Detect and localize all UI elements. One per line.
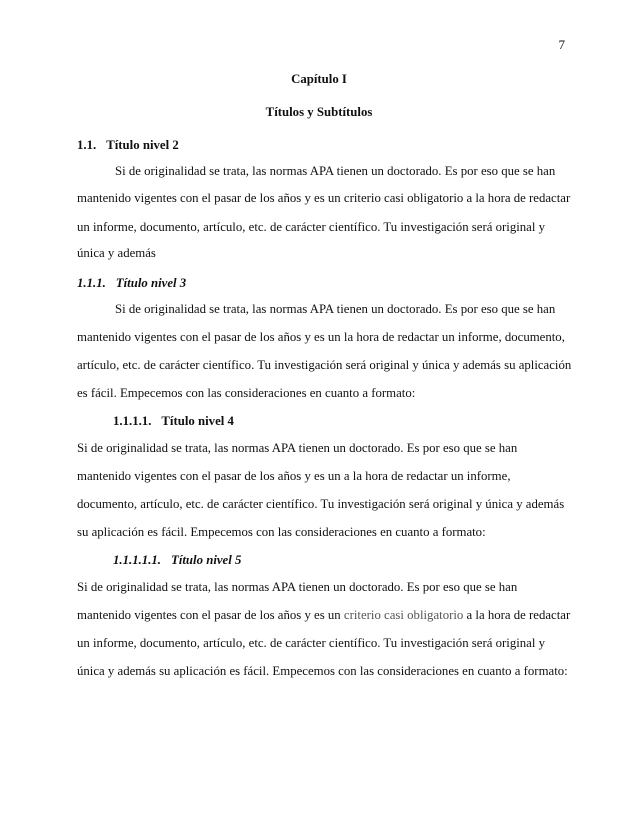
heading-level-4-number: 1.1.1.1. [113,414,152,428]
page-number: 7 [558,37,565,52]
paragraph-line [77,607,570,623]
paragraph-line: única y además su aplicación es fácil. Empecemos con las consideraciones en cuanto a formato: [77,664,568,678]
heading-level-2-title: Título nivel 2 [106,138,179,152]
heading-level-2-number: 1.1. [77,138,97,152]
heading-level-5-title: Título nivel 5 [171,553,242,567]
paragraph-line: su aplicación es fácil. Empecemos con las consideraciones en cuanto a formato: [77,525,486,539]
heading-level-4-title: Título nivel 4 [161,414,234,428]
paragraph-line: única y además [77,246,156,260]
paragraph-text: a la hora de redactar [463,608,571,622]
paragraph-line: es fácil. Empecemos con las consideraciones en cuanto a formato: [77,386,416,400]
highlighted-text: criterio casi obligatorio [343,608,464,622]
paragraph-line: mantenido vigentes con el pasar de los años y es un a la hora de redactar un informe, [77,469,511,483]
heading-level-2 [77,137,179,153]
paragraph-line: mantenido vigentes con el pasar de los años y es un criterio casi obligatorio a la hora de redactar [77,191,571,205]
paragraph-text: mantenido vigentes con el pasar de los años y es un [77,608,344,622]
paragraph-line: Si de originalidad se trata, las normas APA tienen un doctorado. Es por eso que se han [77,580,518,594]
chapter-title: Capítulo I [291,72,347,86]
heading-level-5-number: 1.1.1.1.1. [113,553,161,567]
heading-level-3-number: 1.1.1. [77,276,106,290]
heading-level-3-title: Título nivel 3 [115,276,187,290]
paragraph-line: Si de originalidad se trata, las normas APA tienen un doctorado. Es por eso que se han [115,164,556,178]
paragraph-line: documento, artículo, etc. de carácter científico. Tu investigación será original y única y además [77,497,565,511]
chapter-subtitle: Títulos y Subtítulos [265,105,373,119]
paragraph-line: Si de originalidad se trata, las normas APA tienen un doctorado. Es por eso que se han [115,302,556,316]
heading-level-3 [77,275,186,291]
paragraph-line: un informe, documento, artículo, etc. de carácter científico. Tu investigación será original y [77,220,545,234]
paragraph-line: artículo, etc. de carácter científico. Tu investigación será original y única y además su aplicación [77,358,572,372]
paragraph-line: Si de originalidad se trata, las normas APA tienen un doctorado. Es por eso que se han [77,441,518,455]
heading-level-4 [113,413,234,429]
paragraph-line: mantenido vigentes con el pasar de los años y es un la hora de redactar un informe, documento, [77,330,565,344]
heading-level-5 [113,552,241,568]
paragraph-line: un informe, documento, artículo, etc. de carácter científico. Tu investigación será original y [77,636,545,650]
